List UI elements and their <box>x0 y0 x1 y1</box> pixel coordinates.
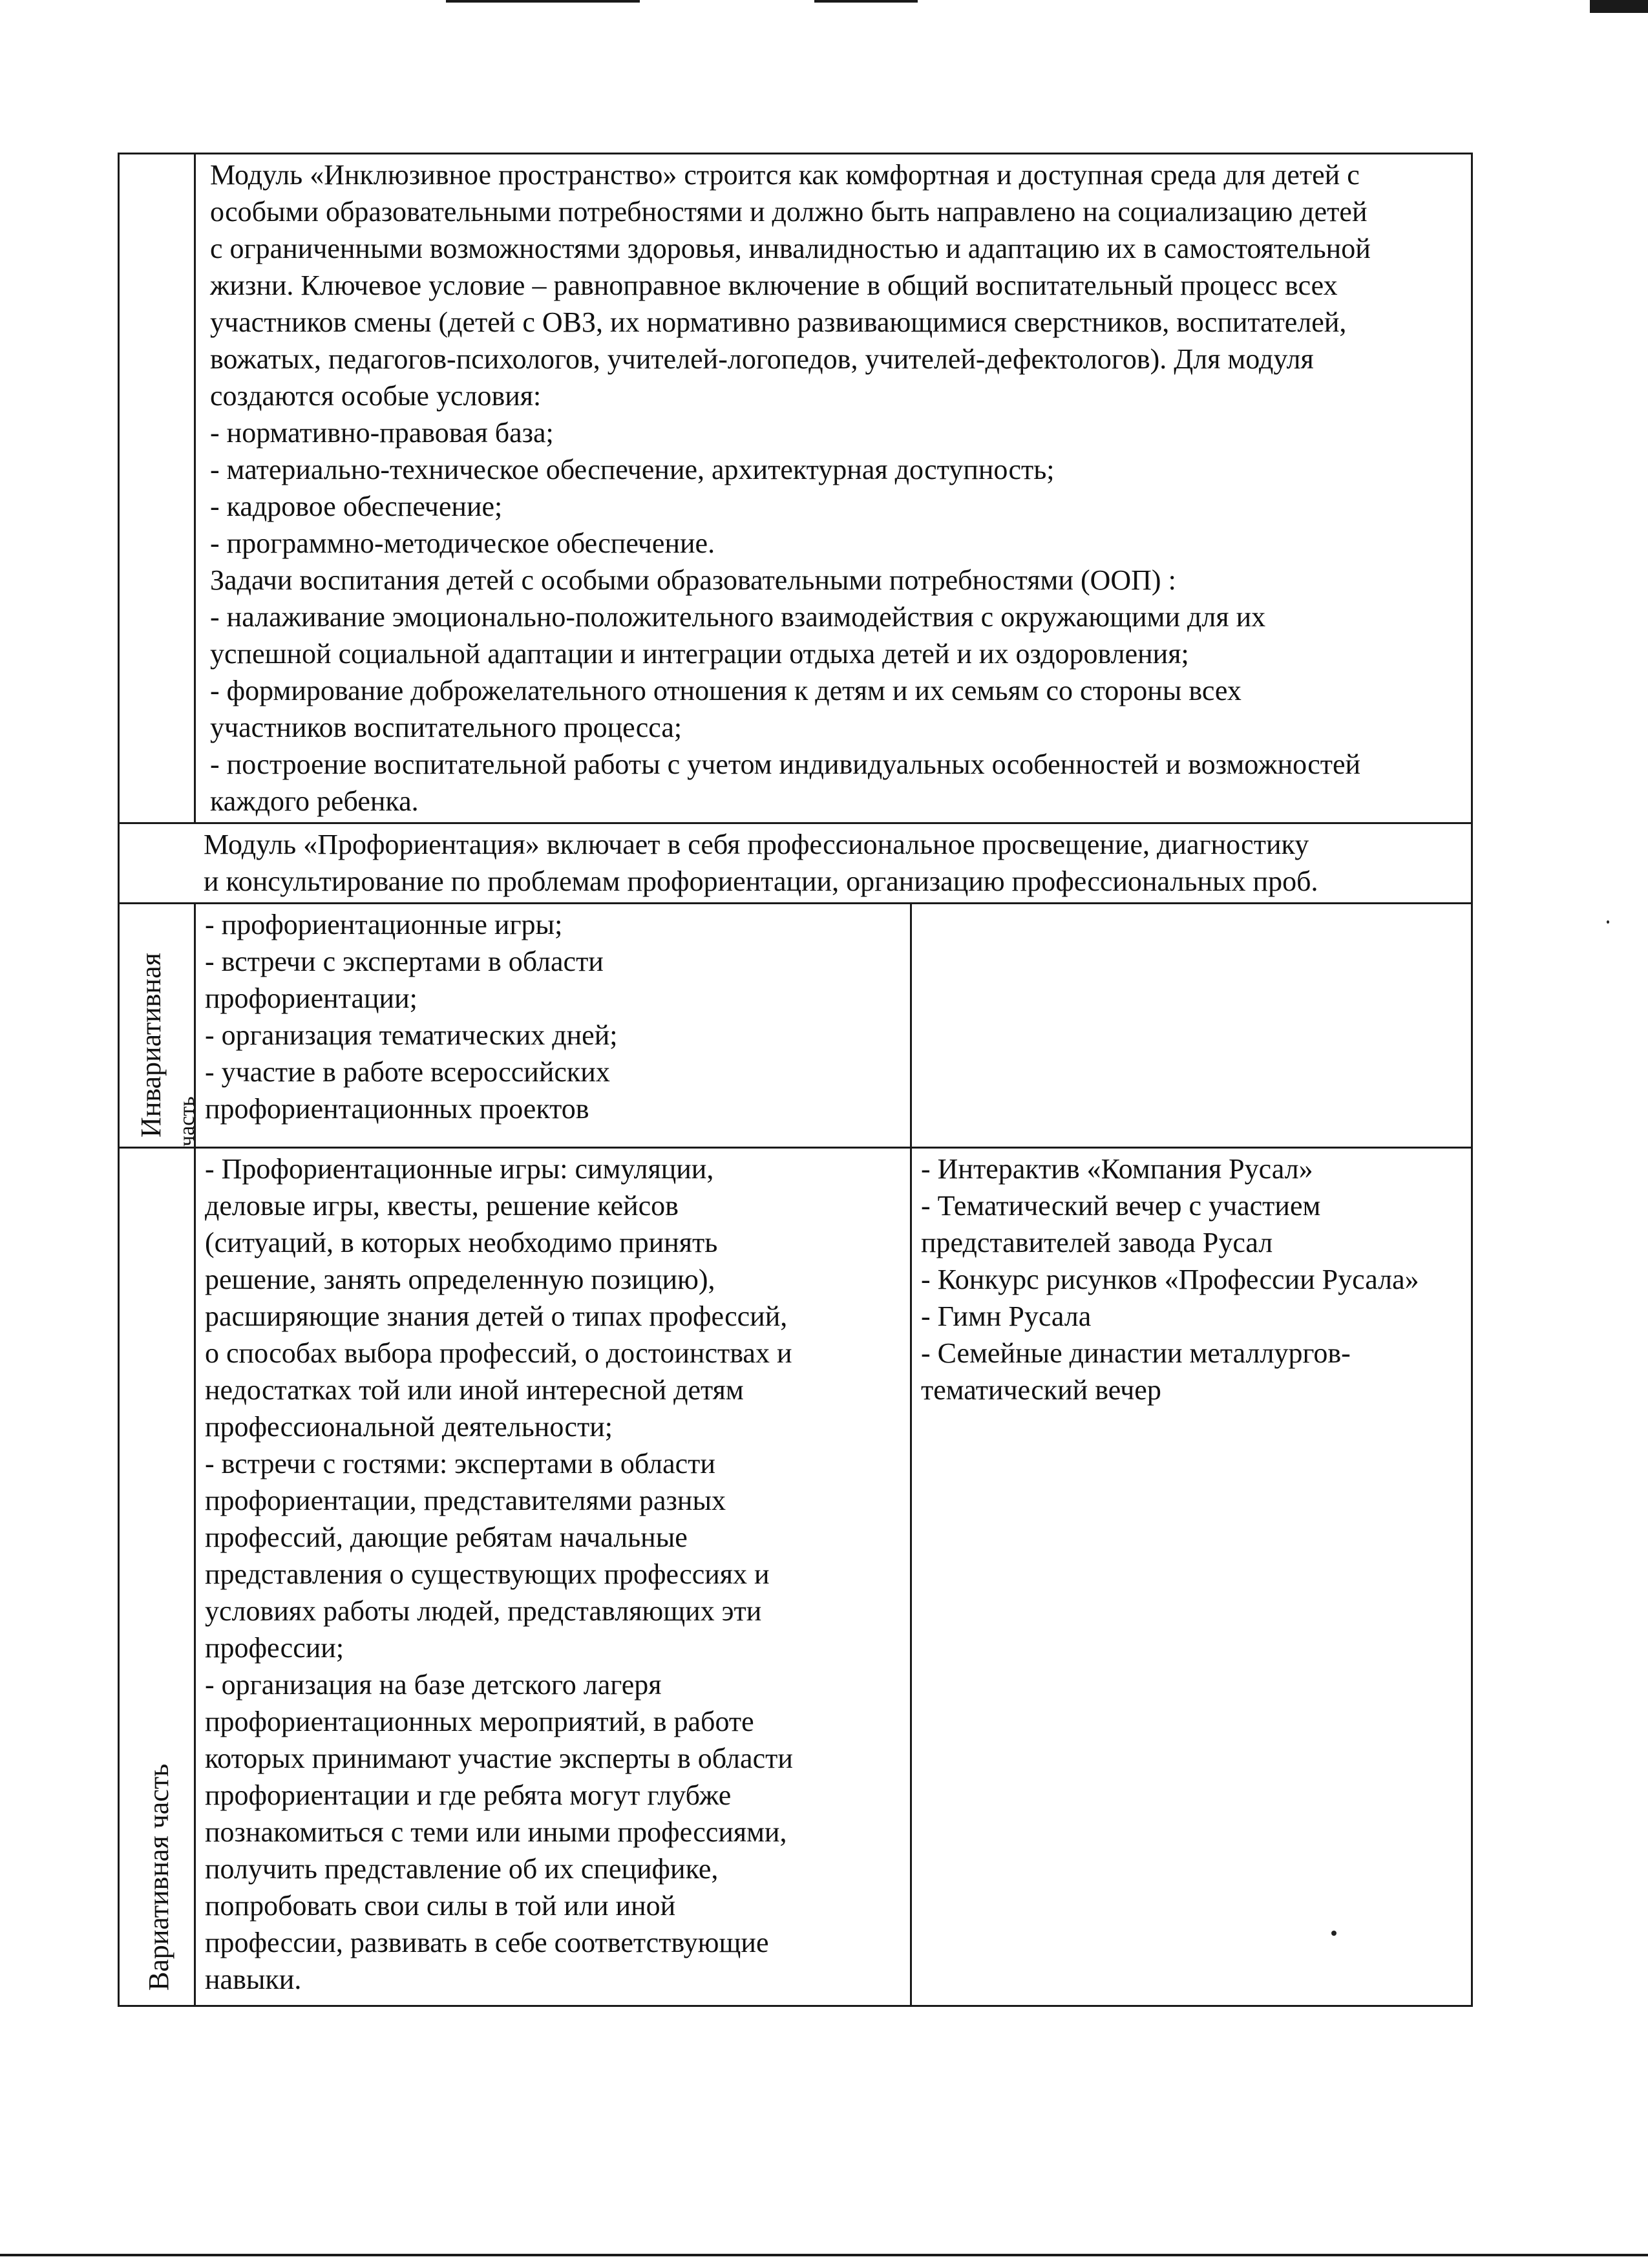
text-line: профориентации и где ребята могут глубже <box>205 1779 732 1811</box>
text-line: тематический вечер <box>921 1374 1161 1406</box>
text-line: - организация на базе детского лагеря <box>205 1669 662 1701</box>
text-line: деловые игры, квесты, решение кейсов <box>205 1190 679 1222</box>
scan-edge-top-left <box>446 0 640 3</box>
variative-row <box>119 1148 1472 2006</box>
variative-label: Вариативная часть <box>143 1763 174 1991</box>
text-line: - Гимн Русала <box>921 1300 1092 1332</box>
variative-label-cell <box>119 1148 195 2006</box>
invariant-row <box>119 904 1472 1148</box>
inclusive-row <box>119 154 1472 823</box>
text-line: профессий, дающие ребятам начальные <box>205 1521 688 1553</box>
invariant-empty-cell <box>911 904 1472 1148</box>
text-line: вожатых, педагогов-психологов, учителей-логопедов, учителей-дефектологов). Для модуля <box>210 343 1314 375</box>
text-line: участников смены (детей с ОВЗ, их нормативно развивающимися сверстников, воспитателей, <box>210 306 1347 338</box>
text-line: о способах выбора профессий, о достоинствах и <box>205 1337 792 1369</box>
text-line: - кадровое обеспечение; <box>210 491 503 522</box>
text-line: профессии; <box>205 1632 344 1664</box>
program-table <box>118 153 1473 2007</box>
text-line: - участие в работе всероссийских <box>205 1056 610 1088</box>
text-line: которых принимают участие эксперты в области <box>205 1743 793 1774</box>
text-line: профориентации; <box>205 982 417 1014</box>
invariant-label-cell <box>119 904 199 1148</box>
text-line: профориентационных проектов <box>205 1093 589 1125</box>
text-line: участников воспитательного процесса; <box>210 712 682 743</box>
text-line: познакомиться с теми или иными профессиями, <box>205 1816 787 1848</box>
text-line: - встречи с экспертами в области <box>205 946 604 977</box>
inclusive-side-cell <box>119 154 195 823</box>
scan-speck <box>1607 920 1609 924</box>
invariant-content <box>195 904 911 1148</box>
text-line: навыки. <box>205 1964 302 1995</box>
text-line: профориентации, представителями разных <box>205 1485 726 1516</box>
text-line: успешной социальной адаптации и интеграции отдыха детей и их оздоровления; <box>210 638 1189 670</box>
inclusive-text <box>195 154 1472 823</box>
scan-edge-bottom <box>0 2254 1648 2256</box>
scan-edge-top-right <box>1590 0 1648 13</box>
text-line: профессии, развивать в себе соответствующие <box>205 1927 769 1958</box>
text-line: - организация тематических дней; <box>205 1019 618 1051</box>
text-line: - материально-техническое обеспечение, архитектурная доступность; <box>210 454 1055 485</box>
text-line: особыми образовательными потребностями и должно быть направлено на социализацию детей <box>210 196 1368 228</box>
text-line: - налаживание эмоционально-положительного взаимодействия с окружающими для их <box>210 601 1266 633</box>
career-text <box>119 823 1472 904</box>
text-line: - программно-методическое обеспечение. <box>210 527 715 559</box>
text-line: - Семейные династии металлургов- <box>921 1337 1351 1369</box>
text-line: Модуль «Инклюзивное пространство» строится как комфортная и доступная среда для детей с <box>210 159 1360 191</box>
text-line: - Интерактив «Компания Русал» <box>921 1153 1313 1185</box>
text-line: с ограниченными возможностями здоровья, инвалидностью и адаптацию их в самостоятельной <box>210 233 1371 264</box>
text-line: (ситуаций, в которых необходимо принять <box>205 1227 718 1258</box>
text-line: профориентационных мероприятий, в работе <box>205 1706 754 1737</box>
career-row <box>119 823 1472 904</box>
scan-edge-top-mid <box>814 0 918 3</box>
invariant-label-suffix: часть <box>175 1096 199 1147</box>
text-line: представления о существующих профессиях и <box>205 1558 770 1590</box>
text-line: жизни. Ключевое условие – равноправное включение в общий воспитательный процесс всех <box>210 270 1338 301</box>
text-line: - профориентационные игры; <box>205 909 563 940</box>
text-line: - встречи с гостями: экспертами в области <box>205 1448 715 1479</box>
text-line: представителей завода Русал <box>921 1227 1273 1258</box>
text-line: расширяющие знания детей о типах профессий, <box>205 1300 788 1332</box>
text-line: недостатках той или иной интересной детям <box>205 1374 744 1406</box>
invariant-label: Инвариативная <box>135 953 167 1138</box>
text-line: - построение воспитательной работы с учетом индивидуальных особенностей и возможностей <box>210 748 1361 780</box>
text-line: - нормативно-правовая база; <box>210 417 554 449</box>
text-line: Модуль «Профориентация» включает в себя профессиональное просвещение, диагностику <box>204 829 1309 860</box>
text-line: получить представление об их специфике, <box>205 1853 719 1885</box>
text-line: - Тематический вечер с участием <box>921 1190 1321 1222</box>
variative-left <box>195 1148 911 2006</box>
text-line: попробовать свои силы в той или иной <box>205 1890 676 1922</box>
text-line: - Конкурс рисунков «Профессии Русала» <box>921 1264 1419 1295</box>
text-line: - Профориентационные игры: симуляции, <box>205 1153 714 1185</box>
variative-right <box>911 1148 1472 2006</box>
text-line: решение, занять определенную позицию), <box>205 1264 715 1295</box>
text-line: профессиональной деятельности; <box>205 1411 613 1443</box>
text-line: и консультирование по проблемам профориентации, организацию профессиональных проб. <box>204 865 1318 897</box>
text-line: каждого ребенка. <box>210 785 419 817</box>
text-line: - формирование доброжелательного отношения к детям и их семьям со стороны всех <box>210 675 1241 706</box>
text-line: Задачи воспитания детей с особыми образовательными потребностями (ООП) : <box>210 564 1176 596</box>
text-line: создаются особые условия: <box>210 380 542 412</box>
text-line: условиях работы людей, представляющих эти <box>205 1595 762 1627</box>
